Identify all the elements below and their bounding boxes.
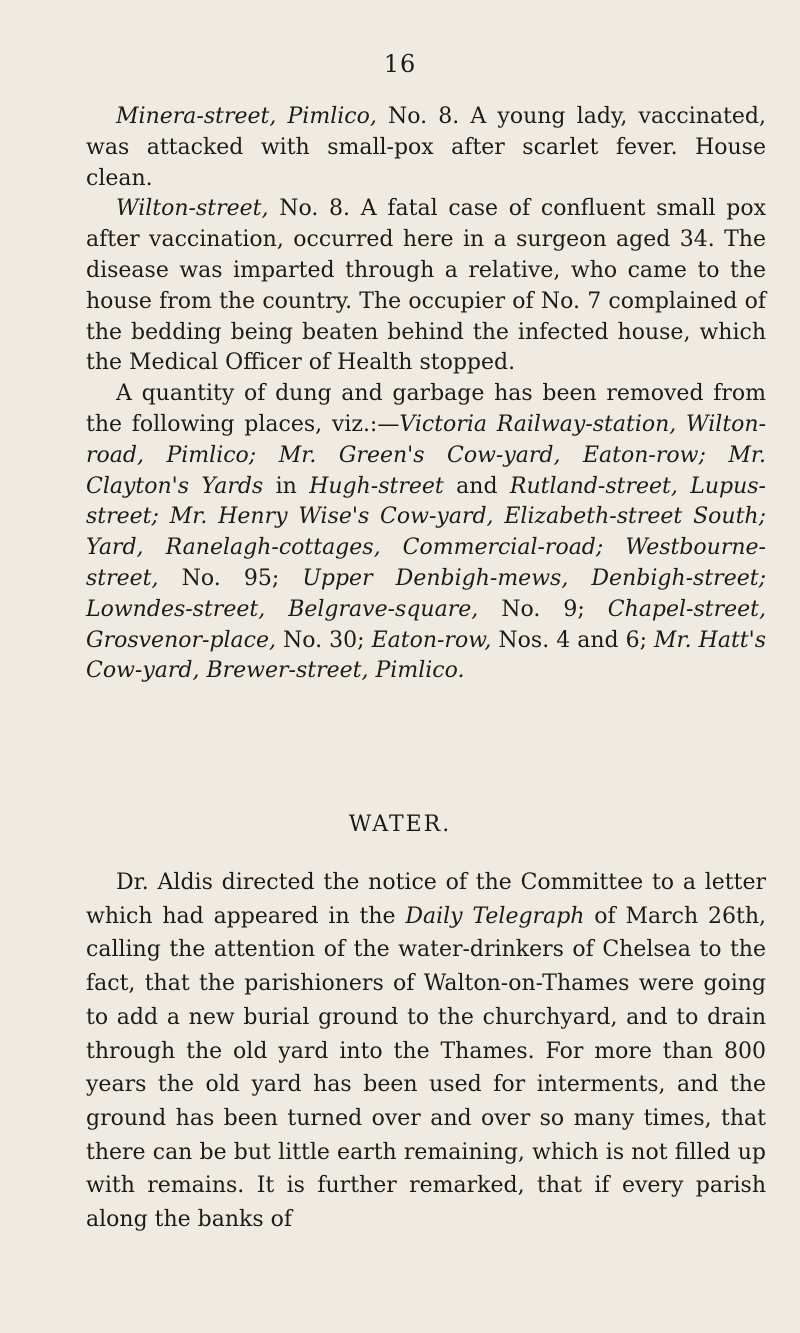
- section-heading-water: WATER.: [348, 812, 452, 837]
- italic-run: Mr. Hatt's Cow-yard, Brewer-street, Pimlico.: [86, 627, 766, 684]
- entry-minera-street: [86, 102, 766, 194]
- italic-run: Rutland-street, Lupus-street; Mr. Henry Wise's Cow-yard, Elizabeth-street South; Yard, Ranelagh-cottages, Commercial-road; Westbourne-street,: [86, 473, 766, 591]
- italic-run: Hugh-street: [309, 473, 444, 499]
- italic-run: Eaton-row,: [371, 627, 492, 653]
- italic-run: Upper Denbigh-mews, Denbigh-street; Lowndes-street, Belgrave-square,: [86, 565, 766, 622]
- entry-text: No. 8. A young lady, vaccinated, was attacked with small-pox after scarlet fever. House clean.: [86, 104, 766, 191]
- water-section: [86, 866, 766, 1237]
- italic-run: Chapel-street, Grosvenor-place,: [86, 596, 767, 653]
- entry-dung-removal: [86, 379, 766, 687]
- page-number: 16: [383, 50, 417, 78]
- text-run: No. 95;: [158, 565, 303, 591]
- italic-run: Victoria Railway-station, Wilton-road, Pimlico; Mr. Green's Cow-yard, Eaton-row; Mr. Clayton's Yards: [86, 411, 767, 499]
- text-run: Dr. Aldis directed the notice of the Committee to a letter which had appeared in the: [86, 870, 766, 929]
- text-run: No. 9;: [478, 596, 608, 622]
- report-entries: [86, 102, 766, 687]
- water-paragraph: [86, 866, 766, 1237]
- entry-text: No. 8. A fatal case of confluent small pox after vaccination, occurred here in a surgeon aged 34. The disease was imparted through a relative, who came to the house from the country. The occupier of No. 7 complained of the bedding being beaten behind the infected house, which the Medical Officer of Health stopped.: [86, 196, 766, 376]
- text-run: Nos. 4 and 6;: [491, 627, 655, 653]
- text-run: in: [263, 473, 310, 499]
- text-run: and: [443, 473, 510, 499]
- entry-wilton-street: [86, 194, 766, 379]
- text-run: A quantity of dung and garbage has been removed from the following places, viz.:—: [86, 381, 766, 437]
- place-name: Minera-street, Pimlico,: [116, 104, 377, 129]
- place-name: Wilton-street,: [116, 196, 269, 222]
- text-run: No. 30;: [276, 627, 372, 653]
- newspaper-title: Daily Telegraph: [405, 903, 585, 929]
- text-run: of March 26th, calling the attention of the water-drinkers of Chelsea to the fact, that the parishioners of Walton-on-Thames were going to add a new burial ground to the churchyard, and to drain through the old yard into the Thames. For more than 800 years the old yard has been used for interments, and the ground has been turned over and over so many times, that there can be but little earth remaining, which is not filled up with remains. It is further remarked, that if every parish along the banks of: [86, 903, 766, 1233]
